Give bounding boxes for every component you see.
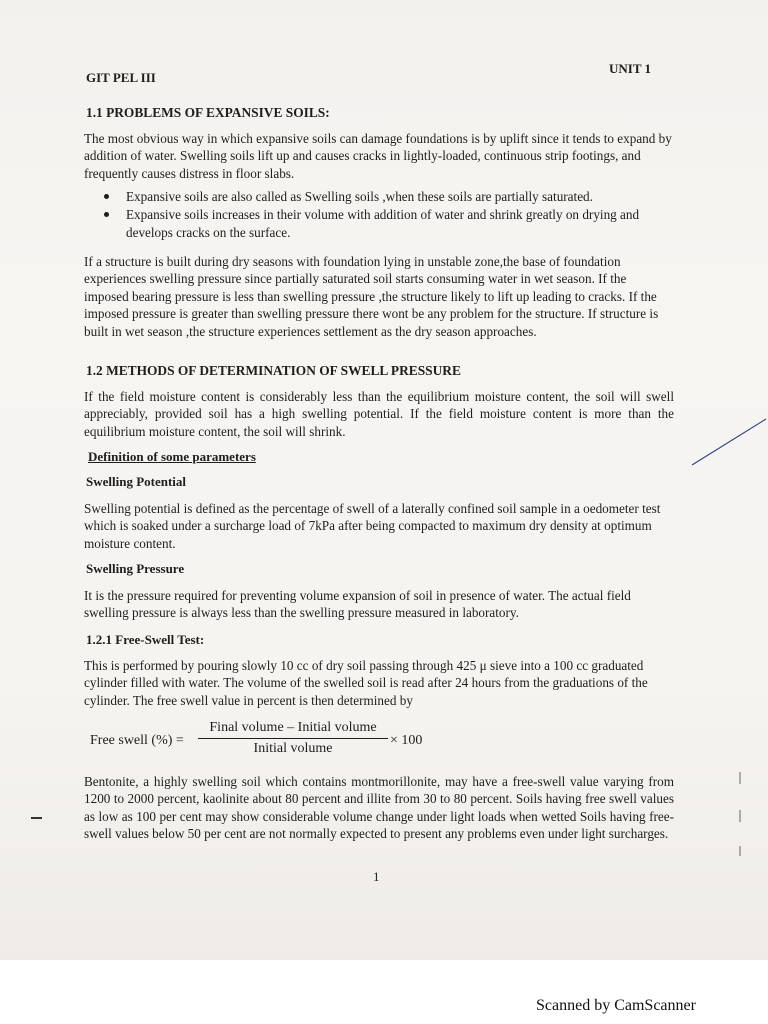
formula-numerator: Final volume – Initial volume [198,720,388,739]
bullet-item [104,188,644,205]
swelling-pressure-heading: Swelling Pressure [86,561,185,576]
section-1-1-paragraph: The most obvious way in which expansive soils can damage foundations is by uplift since it tends to expand by addition of water. Swelling soils lift up and causes cracks in lightly-loaded, continuous strip footings, and frequently causes distress in floor slabs. [84,131,672,181]
free-swell-procedure: This is performed by pouring slowly 10 cc of dry soil passing through 425 μ sieve into a 100 cc graduated cylinder filled with water. The volume of the swelled soil is read after 24 hours from the graduations of the cylinder. The free swell value in percent is then determined by [84,658,648,708]
section-1-2-paragraph: If the field moisture content is considerably less than the equilibrium moisture content, the soil will swell appreciably, provided soil has a high swelling potential. If the field moisture content is more than the equilibrium moisture content, the soil will shrink. [84,389,674,439]
bentonite-paragraph: Bentonite, a highly swelling soil which contains montmorillonite, may have a free-swell value varying from 1200 to 2000 percent, kaolinite about 80 percent and illite from 30 to 80 percent. Soils having free swell values as low as 100 per cent may show considerable volume change under light loads when wetted Soils having free-swell values below 50 per cent are not normally expected to present any problems even under light surcharges. [84,774,674,842]
swelling-pressure-paragraph: If a structure is built during dry seasons with foundation lying in unstable zone,the base of foundation experiences swelling pressure since partially saturated soil starts consuming water in wet season. If the imposed bearing pressure is less than swelling pressure ,the structure likely to lift up leading to cracks. If the imposed pressure is greater than swelling pressure there wont be any problem for the structure. If structure is built in wet season ,the structure experiences settlement as the dry season approaches. [84,254,659,339]
bullet-text: Expansive soils are also called as Swelling soils ,when these soils are partially saturated. [126,189,593,204]
scan-speck-mark [30,815,44,821]
camscanner-watermark: Scanned by CamScanner [536,997,696,1014]
pen-stroke-mark [690,415,768,467]
scan-edge-mark [736,770,744,860]
page-number: 1 [373,869,380,884]
course-code: GIT PEL III [86,70,156,85]
definitions-heading: Definition of some parameters [88,449,256,464]
formula-denominator: Initial volume [253,741,333,756]
swelling-potential-definition: Swelling potential is defined as the percentage of swell of a laterally confined soil sample in a oedometer test which is soaked under a surcharge load of 7kPa after being compacted to maximum dry density at optimum moisture content. [84,501,661,551]
section-1-2-1-heading: 1.2.1 Free-Swell Test: [86,632,205,647]
bullet-item [104,206,644,241]
bullet-text: Expansive soils increases in their volume with addition of water and shrink greatly on drying and develops cracks on the surface. [126,207,640,240]
formula-multiplier: × 100 [390,733,423,748]
bullet-list [104,188,644,242]
section-1-2-heading: 1.2 METHODS OF DETERMINATION OF SWELL PRESSURE [86,363,461,378]
formula-fraction [198,720,388,757]
formula-lhs: Free swell (%) = [90,733,184,748]
bullet-dot [104,194,109,199]
swelling-potential-heading: Swelling Potential [86,474,187,489]
swelling-pressure-definition: It is the pressure required for preventing volume expansion of soil in presence of water. The actual field swelling pressure is always less than the swelling pressure measured in laboratory. [84,588,631,621]
unit-label: UNIT 1 [609,61,652,76]
section-1-1-heading: 1.1 PROBLEMS OF EXPANSIVE SOILS: [86,105,330,120]
bullet-dot [104,212,109,217]
